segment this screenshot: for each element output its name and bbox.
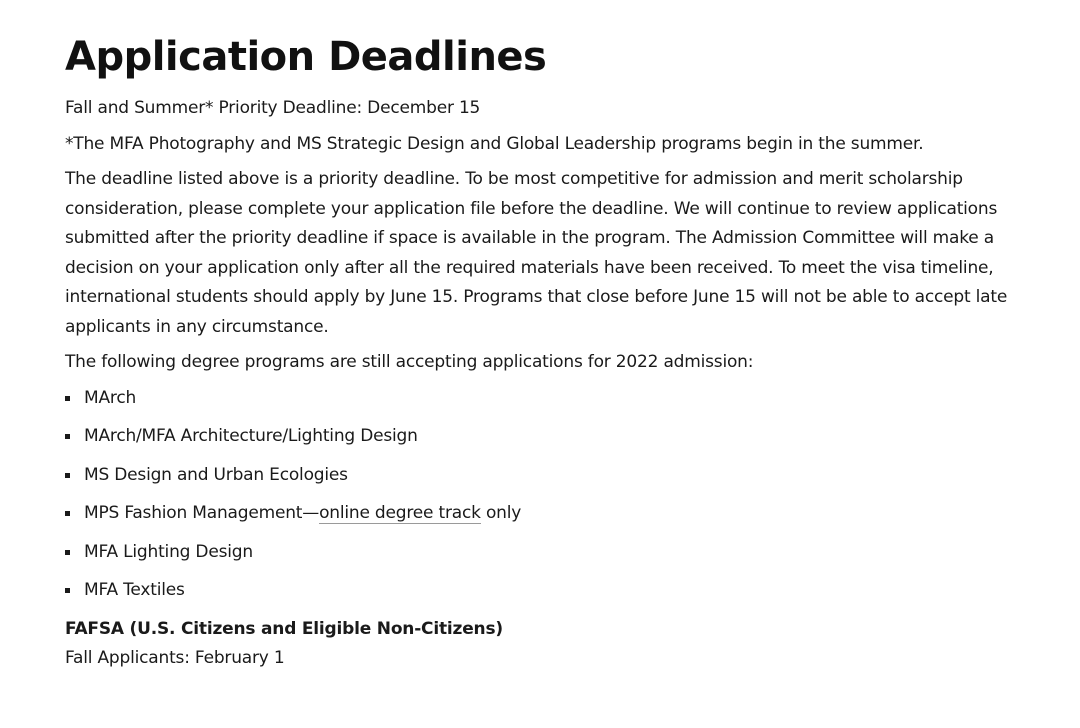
bullet-icon [65, 550, 70, 555]
list-item [65, 538, 1025, 567]
program-label: MFA Lighting Design [84, 541, 253, 562]
programs-intro: The following degree programs are still accepting applications for 2022 admission: [65, 352, 754, 372]
online-degree-track-link[interactable]: online degree track [319, 503, 481, 524]
bullet-icon [65, 473, 70, 478]
program-label-suffix: only [480, 503, 522, 524]
program-label: MPS Fashion Management— [84, 503, 320, 524]
program-label: MArch [84, 387, 137, 408]
bullet-icon [65, 511, 70, 516]
deadline-description: The deadline listed above is a priority deadline. To be most competitive for admission and merit scholarship consideration, please complete your application file before the deadline. We will continue to review applications submitted after the priority deadline if space is available in the program. The Admission Committee will make a decision on your application only after all the required materials have been received. To meet the visa timeline, international students should apply by June 15. Programs that close before June 15 will not be able to accept late applicants in any circumstance. [65, 169, 1008, 337]
list-item [65, 576, 1025, 605]
priority-deadline: Fall and Summer* Priority Deadline: December 15 [65, 98, 481, 118]
program-list [65, 384, 1025, 606]
list-item [65, 422, 1025, 451]
summer-footnote: *The MFA Photography and MS Strategic Design and Global Leadership programs begin in the summer. [65, 133, 924, 154]
list-item [65, 384, 1025, 413]
fafsa-heading: FAFSA (U.S. Citizens and Eligible Non-Citizens) [65, 619, 503, 640]
program-label: MFA Textiles [84, 580, 185, 601]
program-label: MS Design and Urban Ecologies [84, 464, 348, 485]
fafsa-fall-deadline: Fall Applicants: February 1 [65, 648, 285, 669]
bullet-icon [65, 588, 70, 593]
program-label: MArch/MFA Architecture/Lighting Design [84, 426, 418, 447]
bullet-icon [65, 434, 70, 439]
list-item [65, 499, 1025, 528]
bullet-icon [65, 396, 70, 401]
page-title: Application Deadlines [65, 34, 547, 80]
list-item [65, 461, 1025, 490]
